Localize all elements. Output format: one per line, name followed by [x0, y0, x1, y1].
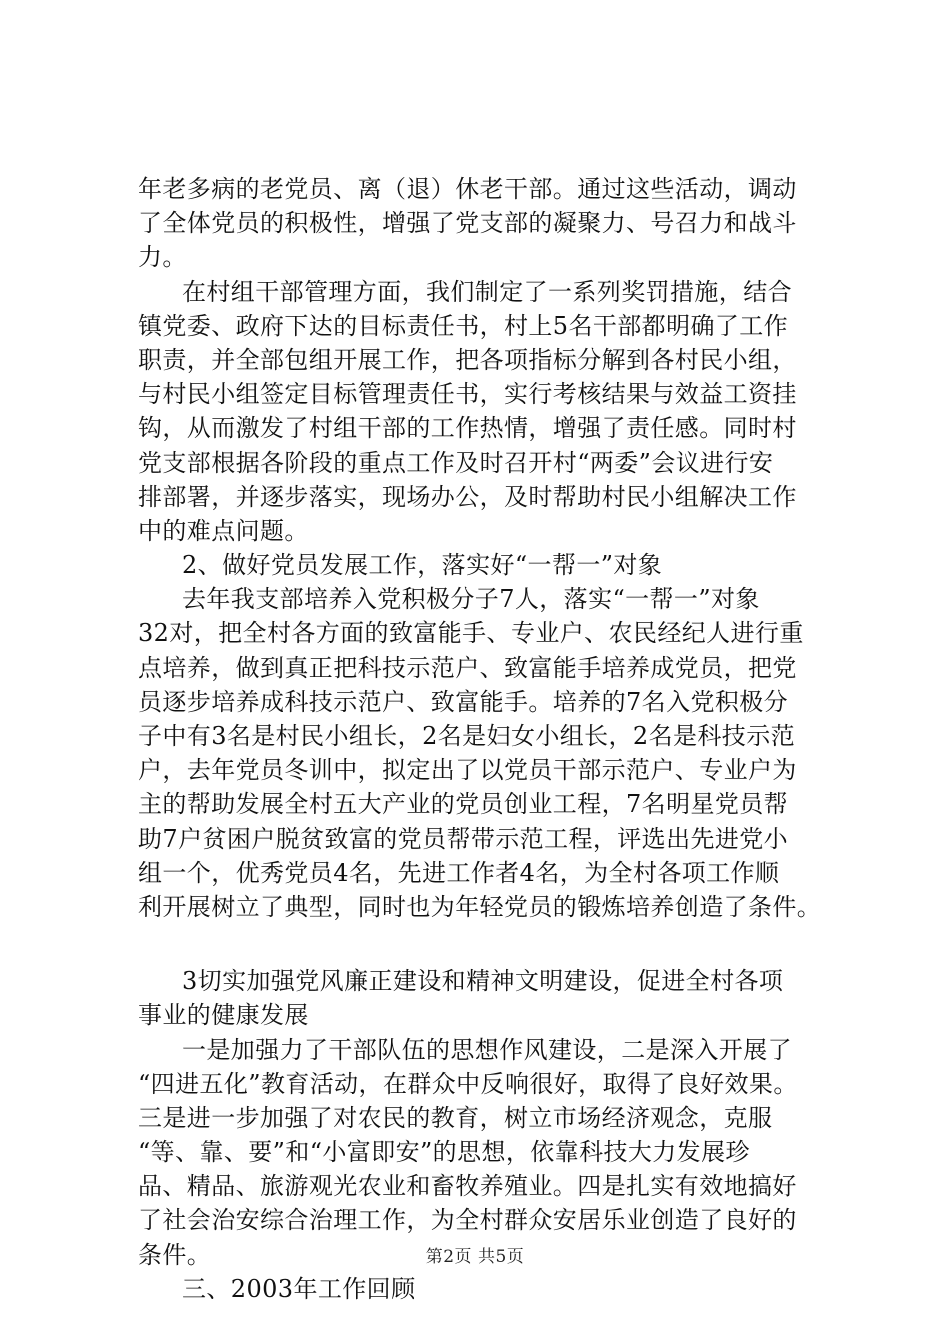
text-line: 利开展树立了典型，同时也为年轻党员的锻炼培养创造了条件。 — [138, 892, 822, 921]
text-line: 三是进一步加强了对农民的教育，树立市场经济观念，克服 — [138, 1103, 773, 1132]
text-line: 年老多病的老党员、离（退）休老干部。通过这些活动，调动 — [138, 175, 797, 203]
text-line: 了社会治安综合治理工作，为全村群众安居乐业创造了良好的 — [138, 1206, 797, 1235]
blank-line — [138, 924, 850, 964]
text-line: 与村民小组签定目标管理责任书，实行考核结果与效益工资挂 — [138, 380, 797, 409]
text-line: 员逐步培养成科技示范户、致富能手。培养的7名入党积极分 — [138, 687, 789, 716]
text-line: 力。 — [138, 243, 187, 272]
text-line: 条件。 — [138, 1240, 212, 1269]
text-line: 32对，把全村各方面的致富能手、专业户、农民经纪人进行重 — [138, 619, 804, 648]
text-line: 子中有3名是村民小组长，2名是妇女小组长，2名是科技示范 — [138, 722, 796, 750]
text-line: 一是加强力了干部队伍的思想作风建设，二是深入开展了 — [182, 1035, 792, 1064]
text-line: “等、靠、要”和“小富即安”的思想，依靠科技大力发展珍 — [138, 1138, 750, 1167]
text-line: 排部署，并逐步落实，现场办公，及时帮助村民小组解决工作 — [138, 482, 797, 511]
text-line: 三、2003年工作回顾 — [182, 1274, 416, 1303]
text-line: 职责，并全部包组开展工作，把各项指标分解到各村民小组， — [138, 345, 797, 374]
text-line: 2、做好党员发展工作，落实好“一帮一”对象 — [182, 551, 663, 580]
text-line: 了全体党员的积极性，增强了党支部的凝聚力、号召力和战斗 — [138, 209, 797, 238]
text-line: 品、精品、旅游观光农业和畜牧养殖业。四是扎实有效地搞好 — [138, 1172, 797, 1201]
text-line: 党支部根据各阶段的重点工作及时召开村“两委”会议进行安 — [138, 448, 774, 477]
text-line: 去年我支部培养入党积极分子7人，落实“一帮一”对象 — [182, 585, 760, 614]
text-line: 主的帮助发展全村五大产业的党员创业工程，7名明星党员帮 — [138, 790, 789, 819]
document-body — [138, 172, 850, 1306]
text-line: 组一个，优秀党员4名，先进工作者4名，为全村各项工作顺 — [138, 858, 780, 887]
text-line: 户，去年党员冬训中，拟定出了以党员干部示范户、专业户为 — [138, 756, 797, 785]
text-line: 钩，从而激发了村组干部的工作热情，增强了责任感。同时村 — [138, 414, 797, 443]
text-line: “四进五化”教育活动，在群众中反响很好，取得了良好效果。 — [138, 1069, 798, 1098]
text-line: 在村组干部管理方面，我们制定了一系列奖罚措施，结合 — [182, 277, 792, 306]
text-line: 助7户贫困户脱贫致富的党员帮带示范工程，评选出先进党小 — [138, 824, 789, 853]
text-line: 点培养，做到真正把科技示范户、致富能手培养成党员，把党 — [138, 653, 797, 682]
text-line: 中的难点问题。 — [138, 516, 309, 545]
page-footer: 第2页 共5页 — [425, 1247, 525, 1267]
text-line: 镇党委、政府下达的目标责任书，村上5名干部都明确了工作 — [138, 311, 789, 340]
text-line: 3切实加强党风廉正建设和精神文明建设，促进全村各项 — [182, 967, 784, 996]
text-line: 事业的健康发展 — [138, 1001, 309, 1030]
